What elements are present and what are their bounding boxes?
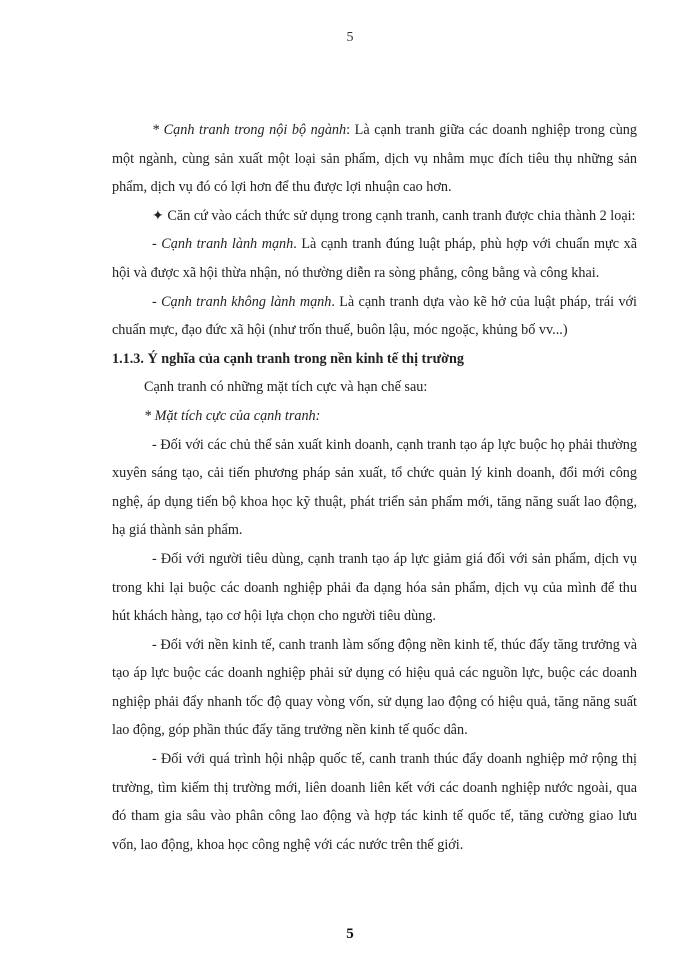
paragraph-pros-cons-intro: Cạnh tranh có những mặt tích cực và hạn chế sau: bbox=[144, 379, 428, 396]
bullet-dash: - bbox=[152, 236, 162, 253]
bullet-dash: - bbox=[152, 293, 162, 310]
paragraph-classification-intro: ✦ Căn cứ vào cách thức sử dụng trong cạnh tranh, canh tranh được chia thành 2 loại: bbox=[152, 207, 636, 224]
document-body bbox=[112, 116, 637, 859]
term-unfair-competition: Cạnh tranh không lành mạnh bbox=[161, 293, 332, 310]
paragraph-text: . Là cạnh tranh đúng luật pháp, phù hợp với chuẩn mực xã hội và được xã hội thừa nhận, nó thường diễn ra sòng phẳng, công bằng và công khai. bbox=[112, 236, 637, 281]
paragraph-text: : Là cạnh tranh giữa các doanh nghiệp trong cùng một ngành, cùng sản xuất một loại sản phẩm, dịch vụ nhằm mục đích tiêu thụ những sản phẩm, dịch vụ đó có lợi hơn để thu được lợi nhuận cao hơn. bbox=[112, 122, 637, 196]
paragraph-integration: - Đối với quá trình hội nhập quốc tế, canh tranh thúc đẩy doanh nghiệp mở rộng thị trường, tìm kiếm thị trường mới, liên doanh liên kết với các doanh nghiệp nước ngoài, qua đó tham gia sâu vào phân công lao động và hợp tác kinh tế quốc tế, tăng cường giao lưu vốn, lao động, khoa học công nghệ với các nước trên thế giới. bbox=[112, 751, 637, 853]
paragraph-fair-competition bbox=[112, 230, 637, 287]
paragraph-intra-industry-competition bbox=[112, 116, 637, 202]
page-header-number: 5 bbox=[346, 30, 354, 45]
paragraph-unfair-competition bbox=[112, 288, 637, 345]
term-fair-competition: Cạnh tranh lành mạnh bbox=[161, 236, 294, 253]
paragraph-consumers: - Đối với người tiêu dùng, cạnh tranh tạo áp lực giảm giá đối với sản phẩm, dịch vụ trong khi lại buộc các doanh nghiệp phải đa dạng hóa sản phẩm, dịch vụ của mình để thu hút khách hàng, tạo cơ hội lựa chọn cho người tiêu dùng. bbox=[112, 550, 637, 625]
paragraph-text: . Là cạnh tranh dựa vào kẽ hở của luật pháp, trái với chuẩn mực, đạo đức xã hội (như trốn thuế, buôn lậu, móc ngoặc, khủng bố vv...) bbox=[112, 293, 637, 339]
term-intra-industry: * Cạnh tranh trong nội bộ ngành bbox=[152, 122, 347, 138]
subheading-positive-aspects: * Mặt tích cực của cạnh tranh: bbox=[144, 407, 321, 424]
paragraph-producers: - Đối với các chủ thể sản xuất kinh doanh, cạnh tranh tạo áp lực buộc họ phải thường xuyên sáng tạo, cải tiến phương pháp sản xuất, tổ chức quản lý kinh doanh, đổi mới công nghệ, áp dụng tiến bộ khoa học kỹ thuật, phát triển sản phẩm mới, tăng năng suất lao động, hạ giá thành sản phẩm. bbox=[112, 436, 637, 539]
section-heading: 1.1.3. Ý nghĩa của cạnh tranh trong nền kinh tế thị trường bbox=[112, 350, 464, 367]
page-footer-number: 5 bbox=[346, 926, 354, 942]
paragraph-economy: - Đối với nền kinh tế, canh tranh làm sống động nền kinh tế, thúc đẩy tăng trưởng và tạo áp lực buộc các doanh nghiệp phải sử dụng có hiệu quả các nguồn lực, buộc các doanh nghiệp phải đẩy nhanh tốc độ quay vòng vốn, sử dụng lao động có hiệu quả, tăng năng suất lao động, góp phần thúc đẩy tăng trưởng nền kinh tế quốc dân. bbox=[112, 636, 637, 739]
